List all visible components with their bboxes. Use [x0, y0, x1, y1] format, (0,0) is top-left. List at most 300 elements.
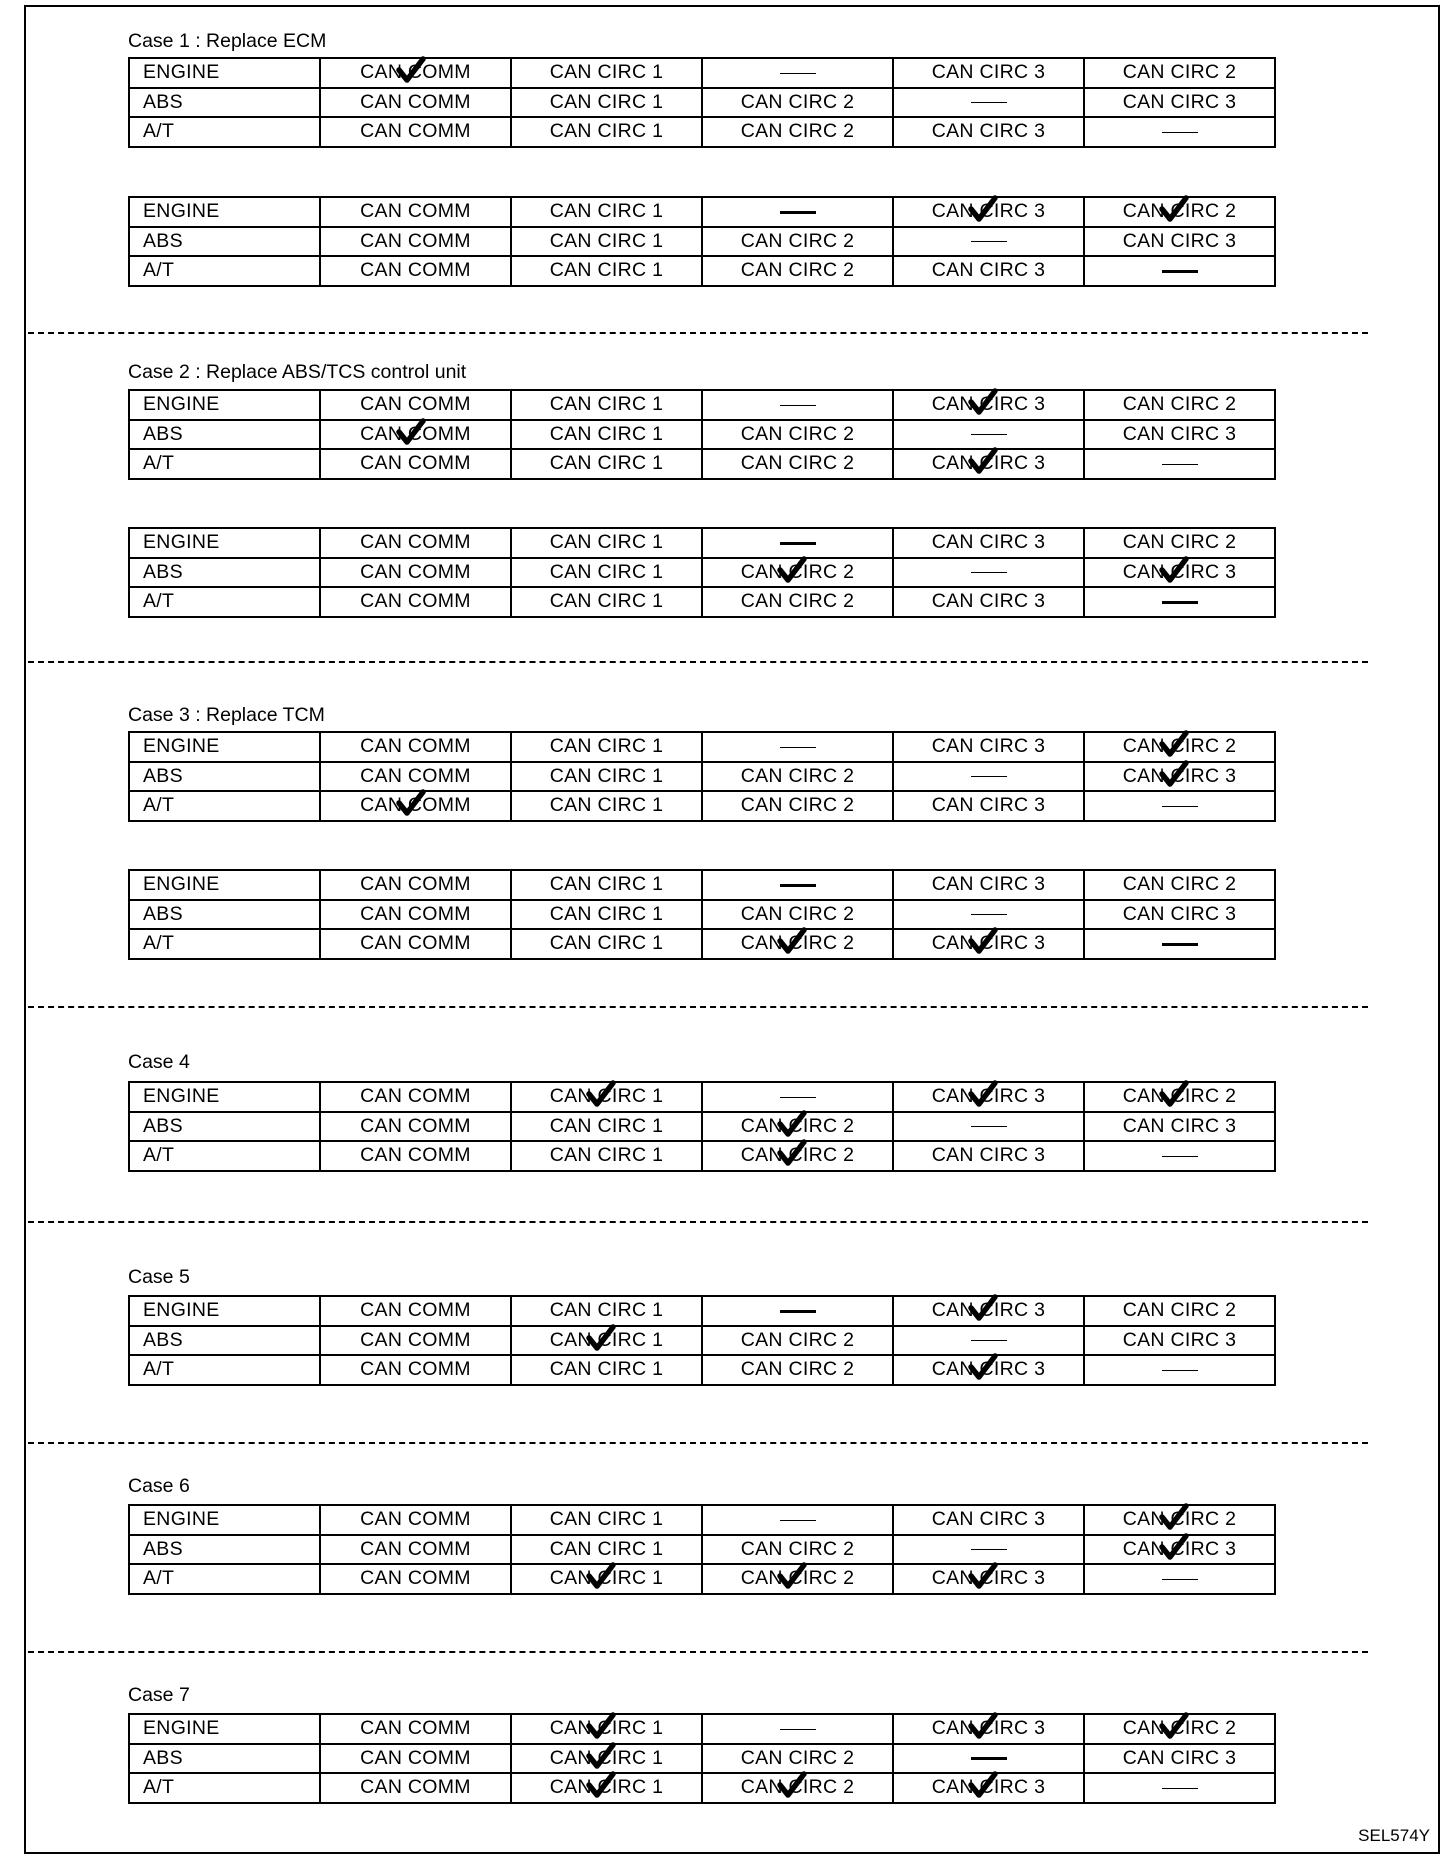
check-mark-icon [1159, 1503, 1189, 1531]
figure-id: SEL574Y [1358, 1826, 1430, 1845]
dash-icon [780, 211, 816, 214]
check-mark-icon [968, 1771, 998, 1799]
check-mark-icon [968, 1353, 998, 1381]
signal-label: CAN CIRC 3 [1123, 1538, 1237, 1561]
dash-icon [1162, 943, 1198, 946]
checked-status-cell [511, 1744, 702, 1774]
status-cell: CAN CIRC 2 [1084, 390, 1275, 420]
status-cell: CAN CIRC 2 [702, 88, 893, 118]
module-label: ENGINE [129, 732, 320, 762]
status-cell: CAN CIRC 3 [1084, 227, 1275, 257]
table-row [129, 390, 1275, 420]
status-cell: CAN CIRC 1 [511, 900, 702, 930]
dash-icon [971, 102, 1007, 103]
status-cell: CAN CIRC 3 [1084, 1112, 1275, 1142]
table-row [129, 1082, 1275, 1112]
dash-icon [1162, 1156, 1198, 1157]
status-cell: CAN COMM [320, 117, 511, 147]
checked-status-cell [320, 420, 511, 450]
status-table [128, 731, 1276, 822]
signal-label: CAN CIRC 1 [550, 1329, 664, 1352]
status-cell: CAN COMM [320, 1773, 511, 1803]
status-cell: CAN CIRC 1 [511, 390, 702, 420]
empty-cell [702, 870, 893, 900]
check-mark-icon [777, 1139, 807, 1167]
checked-status-cell [702, 1112, 893, 1142]
empty-cell [702, 390, 893, 420]
checked-status-cell [893, 1355, 1084, 1385]
empty-cell [1084, 1564, 1275, 1594]
module-label: ABS [129, 420, 320, 450]
module-label: ENGINE [129, 1505, 320, 1535]
signal-label: CAN CIRC 3 [932, 932, 1046, 955]
dash-icon [1162, 270, 1198, 273]
empty-cell [702, 58, 893, 88]
dash-icon [780, 542, 816, 545]
signal-label: CAN CIRC 1 [550, 1717, 664, 1740]
status-cell: CAN CIRC 3 [893, 791, 1084, 821]
signal-label: CAN COMM [360, 794, 471, 817]
case-separator [28, 661, 1368, 663]
checked-status-cell [1084, 1082, 1275, 1112]
table-row [129, 762, 1275, 792]
check-mark-icon [968, 388, 998, 416]
status-cell: CAN CIRC 1 [511, 732, 702, 762]
signal-label: CAN CIRC 3 [932, 1717, 1046, 1740]
table-row [129, 256, 1275, 286]
module-label: A/T [129, 256, 320, 286]
table-row [129, 900, 1275, 930]
module-label: ABS [129, 1326, 320, 1356]
signal-label: CAN CIRC 3 [932, 1567, 1046, 1590]
dash-icon [1162, 1579, 1198, 1580]
signal-label: CAN CIRC 3 [932, 1358, 1046, 1381]
empty-cell [1084, 1141, 1275, 1171]
status-cell: CAN COMM [320, 1141, 511, 1171]
module-label: A/T [129, 449, 320, 479]
table-row [129, 449, 1275, 479]
status-cell: CAN CIRC 3 [1084, 900, 1275, 930]
checked-status-cell [511, 1082, 702, 1112]
table-row [129, 1744, 1275, 1774]
case-title: Case 4 [128, 1051, 190, 1073]
status-cell: CAN CIRC 2 [1084, 1296, 1275, 1326]
checked-status-cell [893, 1296, 1084, 1326]
status-cell: CAN CIRC 1 [511, 929, 702, 959]
check-mark-icon [968, 1080, 998, 1108]
status-table [128, 389, 1276, 480]
dash-icon [971, 434, 1007, 435]
status-cell: CAN CIRC 1 [511, 1355, 702, 1385]
case-title: Case 7 [128, 1684, 190, 1706]
table-row [129, 88, 1275, 118]
check-mark-icon [396, 418, 426, 446]
empty-cell [1084, 1773, 1275, 1803]
check-mark-icon [1159, 1080, 1189, 1108]
empty-cell [893, 1535, 1084, 1565]
status-table [128, 1295, 1276, 1386]
dash-icon [1162, 806, 1198, 807]
module-label: ENGINE [129, 528, 320, 558]
check-mark-icon [968, 927, 998, 955]
checked-status-cell [511, 1714, 702, 1744]
case-title: Case 3 : Replace TCM [128, 704, 325, 726]
status-cell: CAN COMM [320, 929, 511, 959]
signal-label: CAN CIRC 1 [550, 1085, 664, 1108]
status-cell: CAN CIRC 1 [511, 1141, 702, 1171]
dash-icon [780, 747, 816, 748]
case-separator [28, 1442, 1368, 1444]
status-cell: CAN CIRC 3 [893, 58, 1084, 88]
status-cell: CAN CIRC 3 [1084, 420, 1275, 450]
dash-icon [780, 405, 816, 406]
status-cell: CAN COMM [320, 870, 511, 900]
check-mark-icon [968, 1562, 998, 1590]
check-mark-icon [968, 447, 998, 475]
check-mark-icon [1159, 760, 1189, 788]
module-label: A/T [129, 1564, 320, 1594]
status-cell: CAN CIRC 1 [511, 420, 702, 450]
table-row [129, 558, 1275, 588]
case-separator [28, 1221, 1368, 1223]
signal-label: CAN COMM [360, 423, 471, 446]
status-cell: CAN COMM [320, 1355, 511, 1385]
module-label: ENGINE [129, 390, 320, 420]
signal-label: CAN CIRC 3 [932, 1299, 1046, 1322]
case-separator [28, 1006, 1368, 1008]
module-label: ABS [129, 88, 320, 118]
dash-icon [780, 1310, 816, 1313]
dash-icon [971, 1126, 1007, 1127]
status-cell: CAN COMM [320, 1505, 511, 1535]
status-cell: CAN CIRC 3 [1084, 1326, 1275, 1356]
signal-label: CAN CIRC 2 [1123, 1085, 1237, 1108]
table-row [129, 587, 1275, 617]
status-table [128, 869, 1276, 960]
empty-cell [1084, 587, 1275, 617]
signal-label: CAN CIRC 3 [932, 452, 1046, 475]
module-label: A/T [129, 1355, 320, 1385]
empty-cell [1084, 117, 1275, 147]
signal-label: CAN CIRC 1 [550, 1776, 664, 1799]
module-label: ABS [129, 558, 320, 588]
status-cell: CAN CIRC 2 [702, 900, 893, 930]
check-mark-icon [1159, 556, 1189, 584]
dash-icon [971, 572, 1007, 573]
empty-cell [893, 762, 1084, 792]
status-cell: CAN COMM [320, 900, 511, 930]
checked-status-cell [893, 929, 1084, 959]
signal-label: CAN CIRC 2 [741, 1567, 855, 1590]
checked-status-cell [320, 58, 511, 88]
signal-label: CAN CIRC 2 [1123, 200, 1237, 223]
signal-label: CAN CIRC 2 [741, 932, 855, 955]
signal-label: CAN CIRC 2 [1123, 1717, 1237, 1740]
signal-label: CAN CIRC 3 [1123, 561, 1237, 584]
checked-status-cell [511, 1773, 702, 1803]
status-cell: CAN CIRC 2 [702, 587, 893, 617]
status-table [128, 1504, 1276, 1595]
status-cell: CAN COMM [320, 528, 511, 558]
table-row [129, 791, 1275, 821]
check-mark-icon [1159, 1533, 1189, 1561]
empty-cell [702, 1505, 893, 1535]
check-mark-icon [777, 927, 807, 955]
status-cell: CAN COMM [320, 390, 511, 420]
signal-label: CAN CIRC 3 [932, 1776, 1046, 1799]
check-mark-icon [586, 1080, 616, 1108]
checked-status-cell [702, 558, 893, 588]
signal-label: CAN CIRC 2 [1123, 735, 1237, 758]
checked-status-cell [1084, 1535, 1275, 1565]
table-row [129, 1112, 1275, 1142]
checked-status-cell [893, 1773, 1084, 1803]
signal-label: CAN CIRC 1 [550, 1567, 664, 1590]
status-cell: CAN CIRC 2 [1084, 870, 1275, 900]
signal-label: CAN CIRC 2 [741, 1144, 855, 1167]
signal-label: CAN CIRC 1 [550, 1747, 664, 1770]
status-cell: CAN CIRC 1 [511, 256, 702, 286]
table-row [129, 870, 1275, 900]
status-table [128, 57, 1276, 148]
check-mark-icon [777, 1110, 807, 1138]
status-cell: CAN CIRC 1 [511, 1112, 702, 1142]
checked-status-cell [893, 390, 1084, 420]
case-separator [28, 332, 1368, 334]
check-mark-icon [396, 789, 426, 817]
status-cell: CAN CIRC 1 [511, 762, 702, 792]
status-cell: CAN CIRC 3 [893, 528, 1084, 558]
status-cell: CAN CIRC 3 [893, 587, 1084, 617]
status-table [128, 1081, 1276, 1172]
module-label: ENGINE [129, 870, 320, 900]
status-cell: CAN CIRC 3 [893, 117, 1084, 147]
table-row [129, 1326, 1275, 1356]
status-cell: CAN CIRC 1 [511, 58, 702, 88]
status-cell: CAN CIRC 2 [702, 117, 893, 147]
module-label: A/T [129, 587, 320, 617]
dash-icon [1162, 464, 1198, 465]
status-cell: CAN CIRC 2 [702, 1326, 893, 1356]
status-cell: CAN COMM [320, 1326, 511, 1356]
status-cell: CAN CIRC 2 [702, 227, 893, 257]
module-label: ENGINE [129, 1714, 320, 1744]
dash-icon [1162, 132, 1198, 133]
dash-icon [971, 776, 1007, 777]
status-cell: CAN COMM [320, 1296, 511, 1326]
empty-cell [893, 88, 1084, 118]
module-label: ABS [129, 762, 320, 792]
checked-status-cell [702, 1773, 893, 1803]
status-cell: CAN COMM [320, 227, 511, 257]
checked-status-cell [1084, 558, 1275, 588]
empty-cell [702, 732, 893, 762]
module-label: A/T [129, 1773, 320, 1803]
checked-status-cell [1084, 197, 1275, 227]
table-row [129, 1714, 1275, 1744]
empty-cell [702, 1714, 893, 1744]
check-mark-icon [968, 195, 998, 223]
table-row [129, 1564, 1275, 1594]
empty-cell [893, 227, 1084, 257]
module-label: ENGINE [129, 58, 320, 88]
checked-status-cell [893, 1082, 1084, 1112]
status-cell: CAN COMM [320, 197, 511, 227]
checked-status-cell [511, 1326, 702, 1356]
module-label: A/T [129, 1141, 320, 1171]
signal-label: CAN CIRC 3 [932, 1085, 1046, 1108]
table-row [129, 732, 1275, 762]
status-cell: CAN CIRC 1 [511, 791, 702, 821]
module-label: ABS [129, 900, 320, 930]
check-mark-icon [1159, 1712, 1189, 1740]
status-cell: CAN COMM [320, 1535, 511, 1565]
status-cell: CAN CIRC 2 [702, 449, 893, 479]
table-row [129, 117, 1275, 147]
dash-icon [971, 1340, 1007, 1341]
table-row [129, 1141, 1275, 1171]
status-cell: CAN CIRC 3 [893, 870, 1084, 900]
status-cell: CAN COMM [320, 1714, 511, 1744]
signal-label: CAN CIRC 2 [741, 1776, 855, 1799]
empty-cell [893, 558, 1084, 588]
status-cell: CAN COMM [320, 256, 511, 286]
dash-icon [971, 1757, 1007, 1760]
module-label: ABS [129, 227, 320, 257]
status-cell: CAN CIRC 2 [702, 1535, 893, 1565]
status-cell: CAN CIRC 2 [702, 1744, 893, 1774]
checked-status-cell [702, 1141, 893, 1171]
status-table [128, 196, 1276, 287]
status-cell: CAN CIRC 3 [893, 732, 1084, 762]
status-cell: CAN CIRC 1 [511, 227, 702, 257]
dash-icon [1162, 601, 1198, 604]
dash-icon [780, 1520, 816, 1521]
dash-icon [971, 241, 1007, 242]
table-row [129, 1355, 1275, 1385]
table-row [129, 1535, 1275, 1565]
status-cell: CAN CIRC 2 [702, 791, 893, 821]
dash-icon [780, 1729, 816, 1730]
empty-cell [1084, 929, 1275, 959]
empty-cell [893, 1112, 1084, 1142]
module-label: ABS [129, 1535, 320, 1565]
case-title: Case 6 [128, 1475, 190, 1497]
dash-icon [971, 1549, 1007, 1550]
table-row [129, 1296, 1275, 1326]
status-cell: CAN CIRC 2 [1084, 58, 1275, 88]
empty-cell [893, 420, 1084, 450]
status-cell: CAN CIRC 1 [511, 1505, 702, 1535]
empty-cell [893, 900, 1084, 930]
status-cell: CAN CIRC 3 [1084, 1744, 1275, 1774]
table-row [129, 58, 1275, 88]
status-cell: CAN COMM [320, 762, 511, 792]
status-table [128, 1713, 1276, 1804]
check-mark-icon [586, 1712, 616, 1740]
status-cell: CAN CIRC 2 [1084, 528, 1275, 558]
dash-icon [780, 884, 816, 887]
case-separator [28, 1651, 1368, 1653]
signal-label: CAN COMM [360, 61, 471, 84]
empty-cell [1084, 256, 1275, 286]
status-cell: CAN CIRC 1 [511, 117, 702, 147]
case-title: Case 5 [128, 1266, 190, 1288]
status-cell: CAN CIRC 2 [702, 256, 893, 286]
table-row [129, 528, 1275, 558]
check-mark-icon [586, 1324, 616, 1352]
status-cell: CAN CIRC 3 [893, 1141, 1084, 1171]
status-cell: CAN CIRC 1 [511, 870, 702, 900]
table-row [129, 1505, 1275, 1535]
table-row [129, 197, 1275, 227]
signal-label: CAN CIRC 2 [1123, 1508, 1237, 1531]
status-cell: CAN CIRC 3 [893, 256, 1084, 286]
checked-status-cell [1084, 762, 1275, 792]
status-cell: CAN COMM [320, 1744, 511, 1774]
dash-icon [971, 914, 1007, 915]
status-cell: CAN CIRC 1 [511, 587, 702, 617]
empty-cell [1084, 791, 1275, 821]
check-mark-icon [968, 1712, 998, 1740]
status-table [128, 527, 1276, 618]
table-row [129, 227, 1275, 257]
case-title: Case 2 : Replace ABS/TCS control unit [128, 361, 467, 383]
status-cell: CAN COMM [320, 558, 511, 588]
checked-status-cell [702, 1564, 893, 1594]
status-cell: CAN CIRC 2 [702, 762, 893, 792]
table-row [129, 1773, 1275, 1803]
empty-cell [702, 528, 893, 558]
status-cell: CAN COMM [320, 1564, 511, 1594]
empty-cell [893, 1744, 1084, 1774]
dash-icon [1162, 1788, 1198, 1789]
status-cell: CAN CIRC 1 [511, 88, 702, 118]
checked-status-cell [702, 929, 893, 959]
empty-cell [1084, 1355, 1275, 1385]
checked-status-cell [893, 449, 1084, 479]
table-row [129, 929, 1275, 959]
status-cell: CAN CIRC 1 [511, 197, 702, 227]
check-mark-icon [586, 1771, 616, 1799]
signal-label: CAN CIRC 3 [1123, 765, 1237, 788]
dash-icon [1162, 1370, 1198, 1371]
module-label: ABS [129, 1744, 320, 1774]
empty-cell [1084, 449, 1275, 479]
status-cell: CAN CIRC 1 [511, 1296, 702, 1326]
status-cell: CAN COMM [320, 1112, 511, 1142]
case-title: Case 1 : Replace ECM [128, 30, 327, 52]
empty-cell [702, 197, 893, 227]
checked-status-cell [1084, 1714, 1275, 1744]
checked-status-cell [320, 791, 511, 821]
check-mark-icon [968, 1294, 998, 1322]
checked-status-cell [893, 197, 1084, 227]
checked-status-cell [893, 1564, 1084, 1594]
check-mark-icon [777, 1771, 807, 1799]
checked-status-cell [511, 1564, 702, 1594]
status-cell: CAN CIRC 2 [702, 420, 893, 450]
status-cell: CAN CIRC 1 [511, 1535, 702, 1565]
status-cell: CAN CIRC 1 [511, 558, 702, 588]
checked-status-cell [1084, 732, 1275, 762]
check-mark-icon [1159, 730, 1189, 758]
check-mark-icon [1159, 195, 1189, 223]
empty-cell [702, 1082, 893, 1112]
check-mark-icon [777, 1562, 807, 1590]
status-cell: CAN CIRC 1 [511, 449, 702, 479]
empty-cell [702, 1296, 893, 1326]
